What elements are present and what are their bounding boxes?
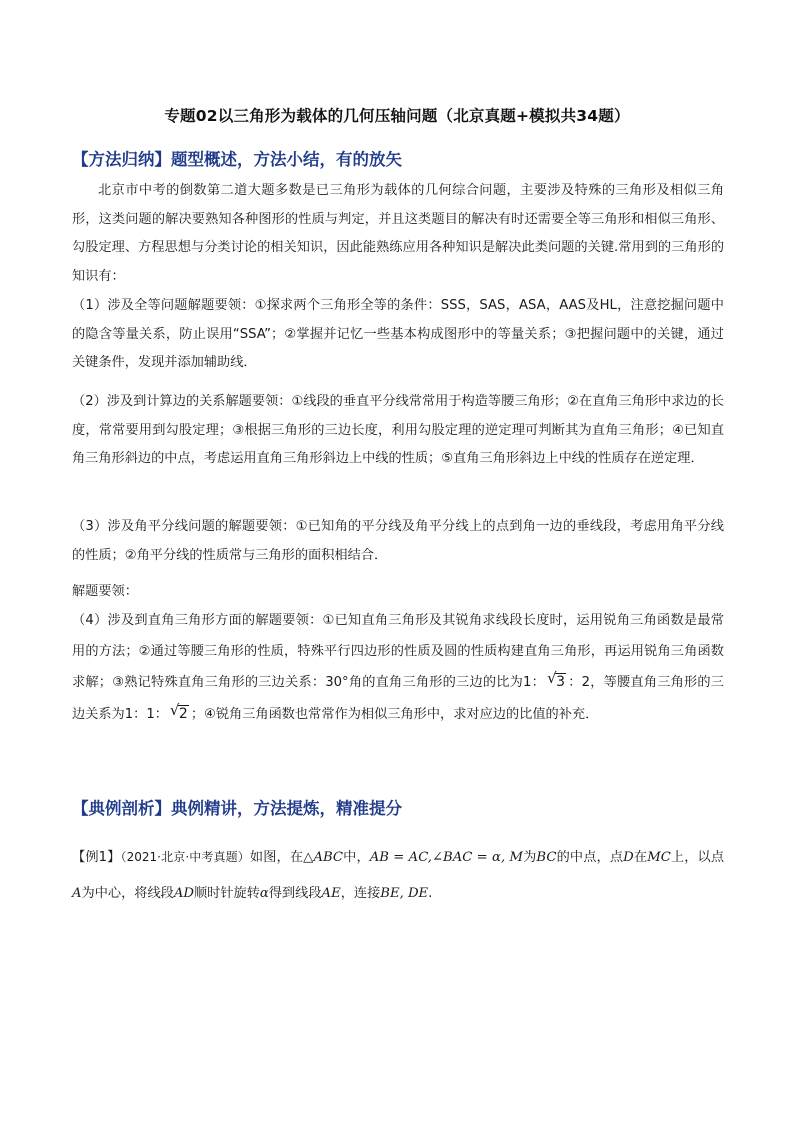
- point-4-text-c: ；④锐角三角函数也常常作为相似三角形中，求对应边的比值的补充．: [190, 706, 599, 722]
- point-3-paragraph: （3）涉及角平分线问题的解题要领：①已知角的平分线及角平分线上的点到角一边的垂线段，考虑用角平分线的性质；②角平分线的性质常与三角形的面积相结合．: [72, 519, 724, 563]
- sqrt-2-radicand: 2: [178, 705, 188, 722]
- example-source: （2021·北京·中考真题）: [120, 850, 250, 864]
- sqrt-3-symbol: √ 3: [547, 669, 565, 690]
- math-segment-mc: MC: [647, 850, 671, 865]
- sqrt-3-radicand: 3: [556, 674, 565, 690]
- math-condition: AB = AC,∠BAC = α, M: [369, 850, 523, 865]
- section-heading-method-text: 题型概述，方法小结，有的放矢: [171, 150, 402, 169]
- math-angle-alpha: α: [259, 886, 269, 901]
- example-text: 为中心，将线段: [81, 886, 174, 901]
- example-text: 在: [633, 850, 648, 865]
- sqrt-2-symbol: √ 2: [169, 700, 188, 722]
- example-text: ，连接: [340, 886, 381, 901]
- page-title: 专题02以三角形为载体的几何压轴问题（北京真题+模拟共34题）: [164, 107, 630, 125]
- example-label: 【例1】: [72, 850, 121, 865]
- intro-paragraph: 北京市中考的倒数第二道大题多数是已三角形为载体的几何综合问题，主要涉及特殊的三角形及相似三角形，这类问题的解决要熟知各种图形的性质与判定，并且这类题目的解决有时还需要全等三角形和相似三角形、勾股定理、方程思想与分类讨论的相关知识，因此能熟练应用各种知识是解决此类问题的关键.常用到的三角形的知识有：: [72, 183, 724, 284]
- point-1-paragraph: （1）涉及全等问题解题要领：①探求两个三角形全等的条件：SSS，SAS，ASA，AAS及HL，注意挖掘问题中的隐含等量关系，防止误用“SSA”；②掌握并记忆一些基本构成图形中的等量关系；③把握问题中的关键，通过关键条件，发现并添加辅助线．: [72, 298, 724, 370]
- section-heading-examples: [72, 795, 402, 819]
- example-text: 为: [522, 850, 537, 865]
- example-text: .: [428, 886, 433, 901]
- math-segment-ae: AE: [321, 886, 341, 901]
- math-segment-ad: AD: [173, 886, 194, 901]
- example-text: 上，以点: [670, 850, 725, 865]
- math-point-d: D: [623, 850, 634, 865]
- example-text: 得到线段: [268, 886, 322, 901]
- example-text: 中，: [343, 850, 370, 865]
- solve-label: 解题要领：: [72, 584, 138, 599]
- math-triangle-abc: ABC: [313, 850, 343, 865]
- math-point-a: A: [72, 886, 82, 901]
- point-2-paragraph: （2）涉及到计算边的关系解题要领：①线段的垂直平分线常常用于构造等腰三角形；②在直角三角形中求边的长度，常常要用到勾股定理；③根据三角形的三边长度，利用勾股定理的逆定理可判断其为直角三角形；④已知直角三角形斜边的中点，考虑运用直角三角形斜边上中线的性质；⑤直角三角形斜边上中线的性质存在逆定理．: [72, 394, 724, 466]
- example-text: 顺时针旋转: [193, 886, 260, 901]
- example-text: 的中点，点: [556, 850, 624, 865]
- point-4-text-b: ：2，等腰直角三角形的三边关系为1：1：: [72, 675, 724, 722]
- point-4-paragraph: [72, 606, 724, 730]
- section-heading-examples-tag: 【典例剖析】: [72, 799, 171, 818]
- section-heading-method-tag: 【方法归纳】: [72, 150, 171, 169]
- point-4-text-a: （4）涉及到直角三角形方面的解题要领：①已知直角三角形及其锐角求线段长度时，运用锐角三角函数是最常用的方法；②通过等腰三角形的性质，特殊平行四边形的性质及圆的性质构建直角三角形，再运用锐角三角函数求解；③熟记特殊直角三角形的三边关系：30°角的直角三角形的三边的比为1：: [72, 613, 724, 690]
- math-segments-be-de: BE, DE: [380, 886, 429, 901]
- section-heading-examples-text: 典例精讲，方法提炼，精准提分: [171, 799, 402, 818]
- section-heading-method: [72, 146, 402, 170]
- math-segment-bc: BC: [536, 850, 557, 865]
- example-1-paragraph: [72, 839, 724, 912]
- example-text: 如图，在△: [249, 850, 314, 865]
